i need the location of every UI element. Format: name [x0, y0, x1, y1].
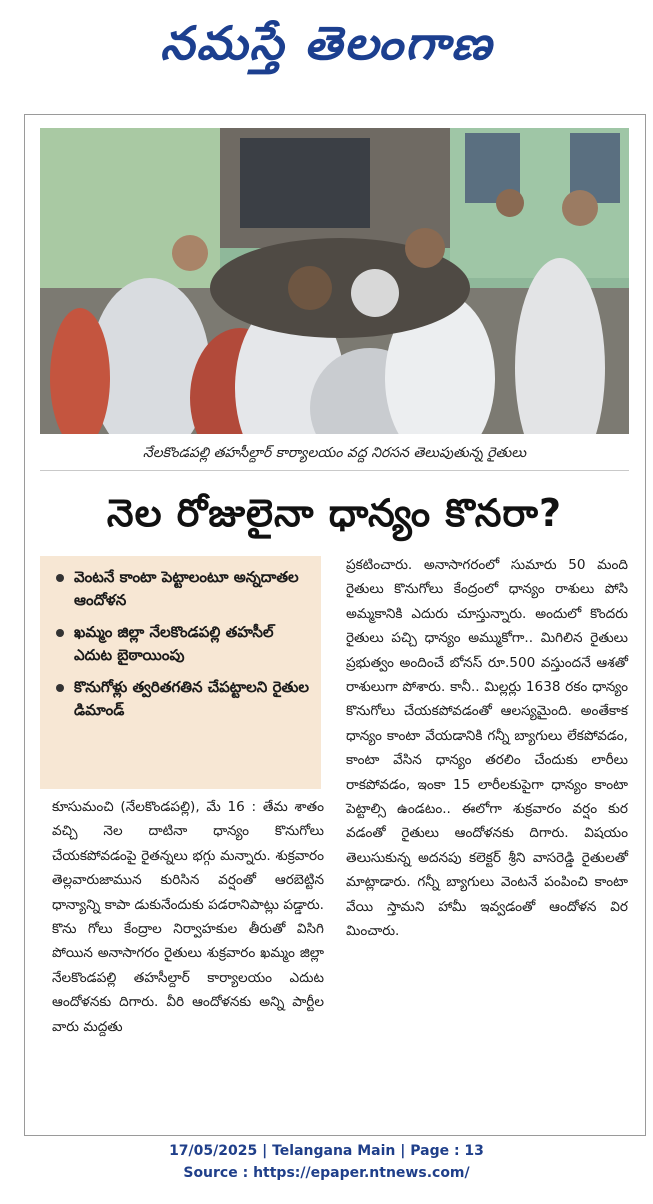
bullet-icon [56, 629, 64, 637]
news-photo [40, 128, 629, 434]
footer-date-line: 17/05/2025 | Telangana Main | Page : 13 [169, 1143, 484, 1159]
masthead-title: నమస్తే తెలంగాణ [159, 16, 494, 70]
photo-caption: నేలకొండపల్లి తహసీల్దార్ కార్యాలయం వద్ద నిరసన తెలుపుతున్న రైతులు [40, 436, 629, 471]
article-body-left: కూసుమంచి (నేలకొండపల్లి), మే 16 : తేమ శాతం వచ్చి నెల దాటినా ధాన్యం కొనుగోలు చేయకపోవడంపై రైతన్నలు భగ్గు మన్నారు. శుక్రవారం తెల్లవారుజామున కురిసిన వర్షంతో ఆరబెట్టిన ధాన్యాన్ని కాపా డుకునేందుకు పడరానిపాట్లు పడ్డారు. కొను గోలు కేంద్రాల నిర్వాహకుల తీరుతో విసిగి పోయిన అనాసాగరం రైతులు శుక్రవారం ఖమ్మం జిల్లా నేలకొండపల్లి తహసీల్దార్ కార్యాలయం ఎదుట ఆందోళనకు దిగారు. వీరి ఆందోళనకు అన్ని పార్టీల వారు మద్దతు [52, 799, 324, 1035]
headline: నెల రోజులైనా ధాన్యం కొనరా? [106, 491, 563, 535]
footer [0, 1140, 653, 1184]
highlight-item [56, 676, 313, 722]
bullet-icon [56, 574, 64, 582]
highlight-text: ఖమ్మం జిల్లా నేలకొండపల్లి తహసీల్ ఎదుట బైఠాయింపు [74, 623, 274, 664]
highlight-item [56, 566, 313, 612]
masthead [0, 8, 653, 78]
highlights-box [40, 556, 321, 789]
highlight-item [56, 621, 313, 667]
article-body-right: ప్రకటించారు. అనాసాగరంలో సుమారు 50 మంది రైతులు కొనుగోలు కేంద్రంలో ధాన్యం రాశులు పోసి అమ్మకానికి ఎదురు చూస్తున్నారు. అందులో కొందరు రైతులు పచ్చి ధాన్యం అమ్ముకోగా.. మిగిలిన రైతులు ప్రభుత్వం అందించే బోనస్ రూ.500 వస్తుందనే ఆశతో రాశులుగా పోశారు. కానీ.. మిల్లర్లు 1638 రకం ధాన్యం కొనుగోలు చేయకపోవడంతో ఆలస్యమైంది. అంతేకాక ధాన్యం కాంటా వేయడానికి గన్నీ బ్యాగులు లేకపోవడం, కాంటా వేసిన ధాన్యం తరలిం చేందుకు లారీలు రాకపోవడం, ఇంకా 15 లారీలకుపైగా ధాన్యం కాంటా పెట్టాల్సి ఉండటం.. ఈలోగా శుక్రవారం వర్షం కుర వడంతో రైతులు ఆందోళనకు దిగారు. విషయం తెలుసుకున్న అదనపు కలెక్టర్ శ్రీని వాసరెడ్డి రైతులతో మాట్లాడారు. గన్నీ బ్యాగులు వెంటనే పంపించి కాంటా వేయి స్తామని హామీ ఇవ్వడంతో ఆందోళన విర మించారు. [346, 557, 628, 940]
footer-source-line: Source : https://epaper.ntnews.com/ [183, 1165, 470, 1181]
highlight-text: కొనుగోళ్లు త్వరితగతిన చేపట్టాలని రైతుల డిమాండ్ [74, 678, 309, 719]
bullet-icon [56, 684, 64, 692]
highlight-text: వెంటనే కాంటా పెట్టాలంటూ అన్నదాతల ఆందోళన [74, 568, 299, 609]
